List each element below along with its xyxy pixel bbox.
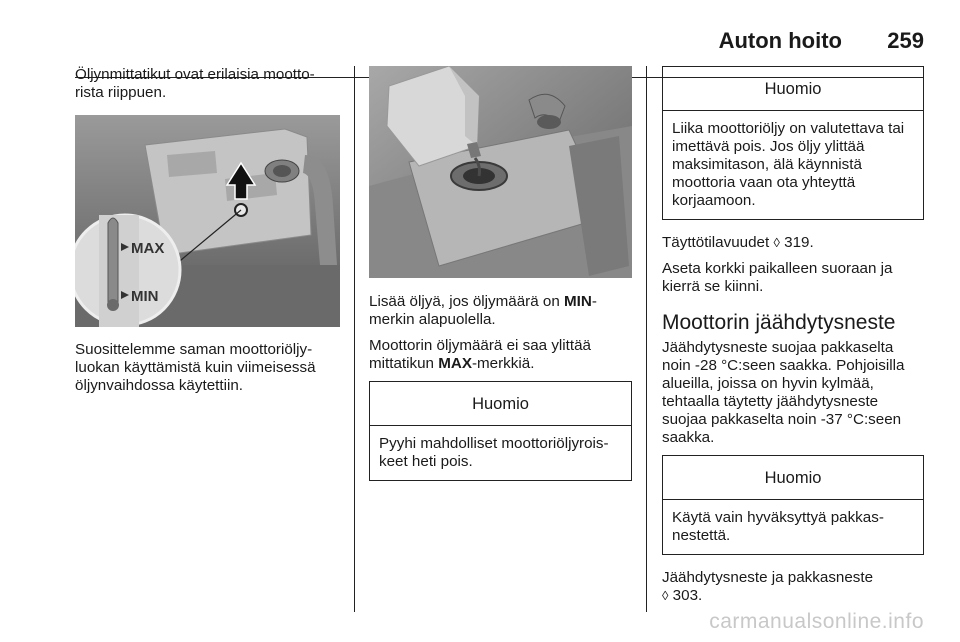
dipstick-intro: Öljynmittatikut ovat erilaisia mootto-rista riippuen. bbox=[75, 66, 315, 101]
max-label: MAX bbox=[131, 240, 165, 257]
note-title: Huomio bbox=[663, 456, 923, 500]
min-mark-text: MIN bbox=[564, 293, 592, 310]
watermark: carmanualsonline.info bbox=[709, 610, 924, 633]
column-divider bbox=[354, 66, 355, 612]
note-body: Liika moottoriöljy on valutettava tai imettävä pois. Jos öljy ylittää maksimitason, älä käynnistä moottoria vaan ota yhteyttä korjaamoon. bbox=[672, 120, 905, 209]
coolant-section-title: Moottorin jäähdytysneste bbox=[662, 311, 896, 334]
note-box-antifreeze bbox=[662, 455, 924, 555]
page-number: 259 bbox=[887, 28, 924, 53]
note-box-overfill bbox=[662, 66, 924, 220]
cap-instruction: Aseta korkki paikalleen suoraan ja kierrä se kiinni. bbox=[662, 260, 893, 295]
column-1 bbox=[75, 66, 340, 403]
column-divider bbox=[646, 66, 647, 612]
note-body: Käytä vain hyväksyttyä pakkas-nestettä. bbox=[672, 509, 884, 544]
note-title: Huomio bbox=[663, 67, 923, 111]
page-reference-icon: ◊ bbox=[773, 235, 780, 250]
min-label: MIN bbox=[131, 288, 159, 305]
oil-recommendation: Suosittelemme saman moottoriöljy-luokan käyttämistä kuin viimeisessä öljynvaihdossa käytettiin. bbox=[75, 341, 316, 394]
antifreeze-reference: Jäähdytysneste ja pakkasneste ◊ 303. bbox=[662, 569, 874, 604]
page-header bbox=[0, 28, 960, 58]
capacity-reference: Täyttötilavuudet ◊ 319. bbox=[662, 234, 814, 251]
capacity-page-link[interactable]: 319. bbox=[784, 234, 814, 251]
note-title: Huomio bbox=[370, 382, 631, 426]
note-body: Pyyhi mahdolliset moottoriöljyrois-keet heti pois. bbox=[379, 435, 609, 470]
oil-level-instruction: Moottorin öljymäärä ei saa ylittää mittatikun MAX-merkkiä. bbox=[369, 337, 592, 372]
note-box-spill bbox=[369, 381, 632, 481]
dipstick-illustration bbox=[75, 115, 340, 327]
chapter-title: Auton hoito bbox=[718, 28, 842, 53]
page-reference-icon: ◊ bbox=[662, 588, 669, 603]
column-3 bbox=[662, 66, 924, 613]
antifreeze-page-link[interactable]: 303. bbox=[672, 587, 703, 604]
coolant-description: Jäähdytysneste suojaa pakkaselta noin -28 °C:seen saakka. Pohjoisilla alueilla, joissa on hyvin kylmää, tehtaalla täytetty jäähdytysneste suojaa pakkaselta noin -37 °C:seen saakka. bbox=[662, 339, 905, 446]
max-mark-text: MAX bbox=[438, 355, 472, 372]
add-oil-instruction: Lisää öljyä, jos öljymäärä on MIN-merkin alapuolella. bbox=[369, 293, 597, 328]
column-2 bbox=[369, 66, 632, 495]
oil-filling-illustration bbox=[369, 66, 632, 278]
